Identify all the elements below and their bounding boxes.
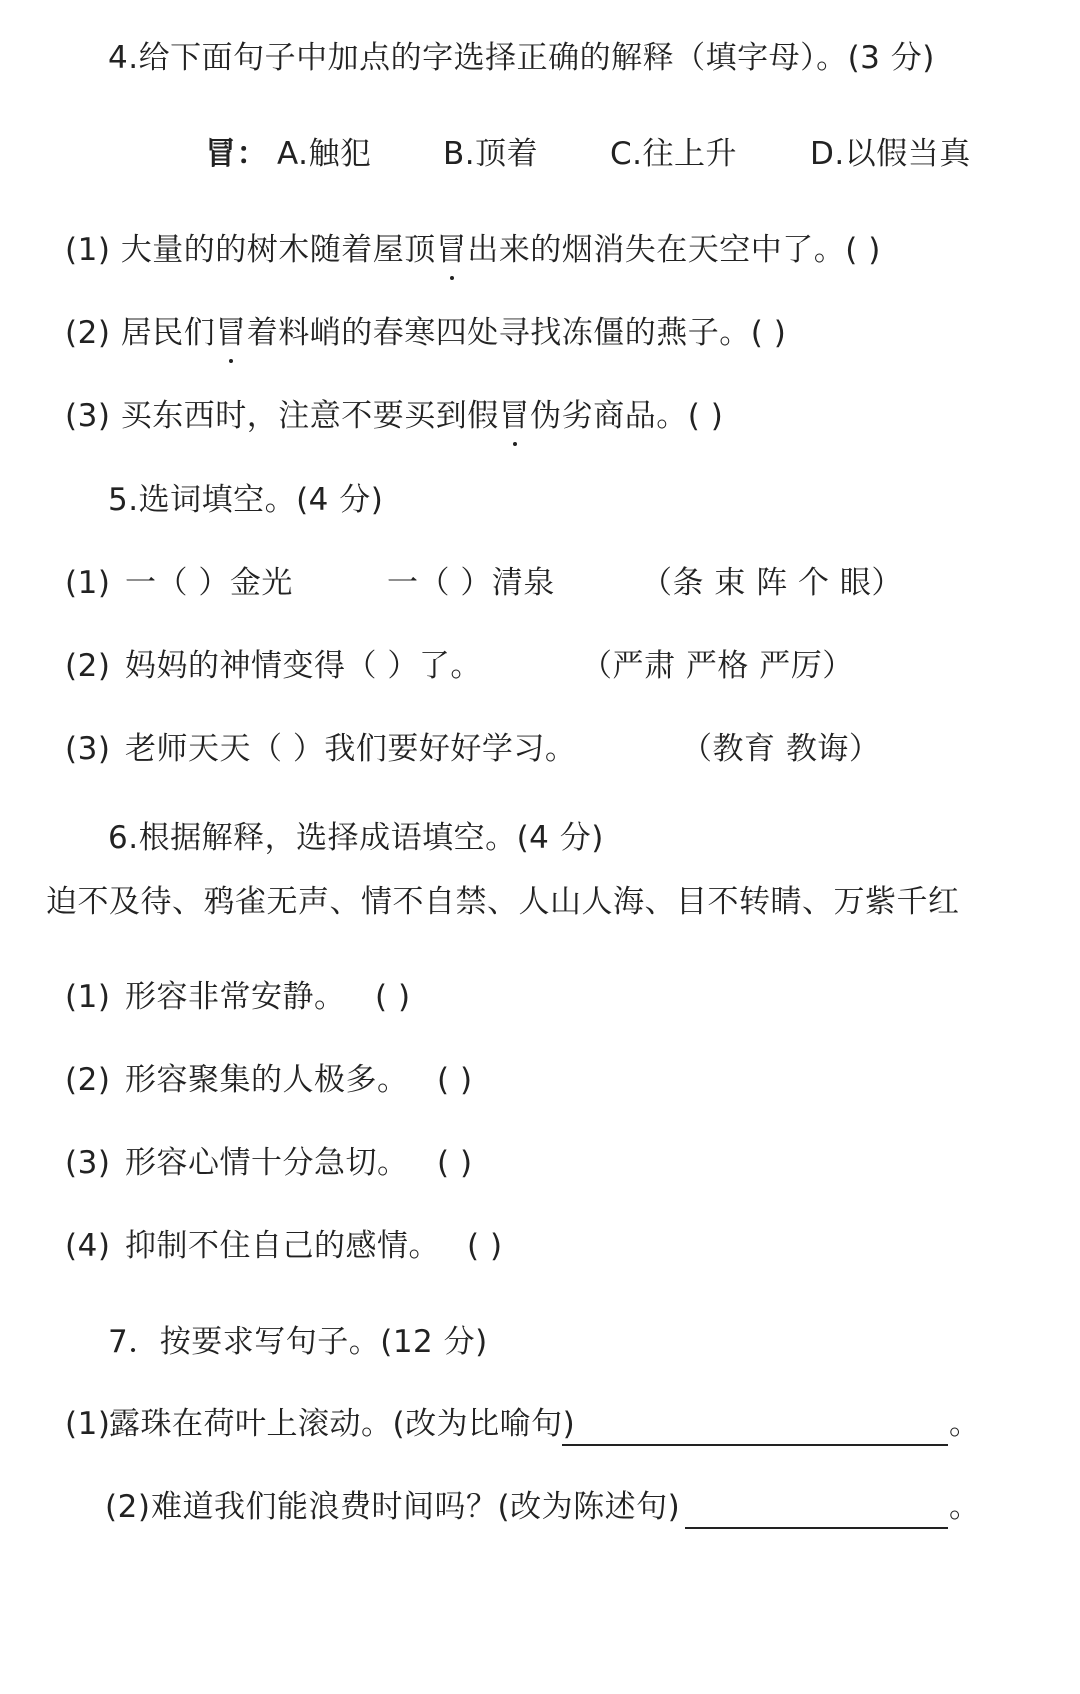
q5-item-3 xyxy=(65,729,1045,769)
q4-item-1-after: 出来的烟消失在天空中了。( ) xyxy=(467,232,881,268)
q6-item-1 xyxy=(65,977,765,1017)
q4-item-3 xyxy=(65,396,723,436)
q6-item-1-answer-paren: ( ) xyxy=(375,979,411,1015)
q6-item-3-num: (3) xyxy=(65,1145,111,1181)
q4-item-3-before: 买东西时，注意不要买到假 xyxy=(120,398,499,434)
q4-item-2-dotted-char: 冒 xyxy=(215,315,247,351)
q6-item-1-num: (1) xyxy=(65,979,111,1015)
q5-item-1-choices: （条 束 阵 个 眼） xyxy=(641,565,903,601)
q4-item-3-num: (3) xyxy=(65,398,111,434)
q4-item-2-after: 着料峭的春寒四处寻找冻僵的燕子。( ) xyxy=(246,315,787,351)
q6-item-3-text: 形容心情十分急切。 xyxy=(125,1145,409,1181)
q7-item-2-text: 难道我们能浪费时间吗？(改为陈述句) xyxy=(151,1489,681,1525)
q6-item-4-answer-paren: ( ) xyxy=(467,1228,503,1264)
q5-item-3-choices: （教育 教诲） xyxy=(681,731,881,767)
q5-item-1-blank-b: 一（ ）清泉 xyxy=(387,565,555,601)
q6-item-3 xyxy=(65,1143,765,1183)
q5-title: 5.选词填空。(4 分) xyxy=(108,482,384,518)
q7-item-1-answer-line[interactable] xyxy=(562,1444,948,1446)
q6-item-3-answer-paren: ( ) xyxy=(437,1145,473,1181)
q7-item-2-num: (2) xyxy=(105,1489,151,1525)
q4-title: 4.给下面句子中加点的字选择正确的解释（填字母）。(3 分) xyxy=(108,40,935,76)
q4-option-c: C.往上升 xyxy=(610,136,737,172)
q5-item-3-num: (3) xyxy=(65,731,111,767)
q7-item-1-num: (1) xyxy=(65,1406,111,1442)
q4-item-3-dotted-char: 冒 xyxy=(498,398,531,434)
q7-title: 7．按要求写句子。(12 分) xyxy=(108,1324,488,1360)
q6-item-2-answer-paren: ( ) xyxy=(437,1062,473,1098)
q6-item-4 xyxy=(65,1226,765,1266)
q5-item-2-num: (2) xyxy=(65,648,111,684)
q4-options-label: 冒： xyxy=(205,136,268,172)
q5-item-1-num: (1) xyxy=(65,565,111,601)
q4-item-2-num: (2) xyxy=(65,315,111,351)
q4-option-d: D.以假当真 xyxy=(810,136,971,172)
q7-item-1-text: 露珠在荷叶上滚动。(改为比喻句) xyxy=(109,1406,576,1442)
q6-item-4-text: 抑制不住自己的感情。 xyxy=(125,1228,440,1264)
q6-item-4-num: (4) xyxy=(65,1228,111,1264)
q6-item-2-num: (2) xyxy=(65,1062,111,1098)
q7-item-2 xyxy=(105,1487,1045,1527)
q5-item-1 xyxy=(65,563,1045,603)
q5-item-1-blank-a: 一（ ）金光 xyxy=(125,565,293,601)
q6-title: 6.根据解释，选择成语填空。(4 分) xyxy=(108,820,604,856)
q6-item-2-text: 形容聚集的人极多。 xyxy=(125,1062,409,1098)
q6-item-1-text: 形容非常安静。 xyxy=(125,979,346,1015)
q4-item-2-before: 居民们 xyxy=(120,315,216,351)
q4-item-1-dotted-char: 冒 xyxy=(435,232,468,268)
q7-item-1 xyxy=(65,1404,1045,1444)
q4-option-b: B.顶着 xyxy=(443,136,539,172)
q4-option-a: A.触犯 xyxy=(277,136,372,172)
q7-item-1-end: 。 xyxy=(949,1406,981,1442)
q7-item-2-end: 。 xyxy=(949,1489,981,1525)
q7-item-2-answer-line[interactable] xyxy=(685,1527,948,1529)
q5-item-2-sentence: 妈妈的神情变得（ ）了。 xyxy=(125,648,482,684)
q4-item-2 xyxy=(65,313,786,353)
q4-item-1-before: 大量的的树木随着屋顶 xyxy=(120,232,436,268)
q6-word-bank: 迫不及待、鸦雀无声、情不自禁、人山人海、目不转睛、万紫千红 xyxy=(46,884,960,920)
q6-item-2 xyxy=(65,1060,765,1100)
q4-item-1-num: (1) xyxy=(65,232,111,268)
q4-item-3-after: 伪劣商品。( ) xyxy=(530,398,724,434)
q5-item-2-choices: （严肃 严格 严厉） xyxy=(581,648,854,684)
q5-item-3-sentence: 老师天天（ ）我们要好好学习。 xyxy=(125,731,577,767)
q4-item-1 xyxy=(65,230,881,270)
q5-item-2 xyxy=(65,646,1045,686)
